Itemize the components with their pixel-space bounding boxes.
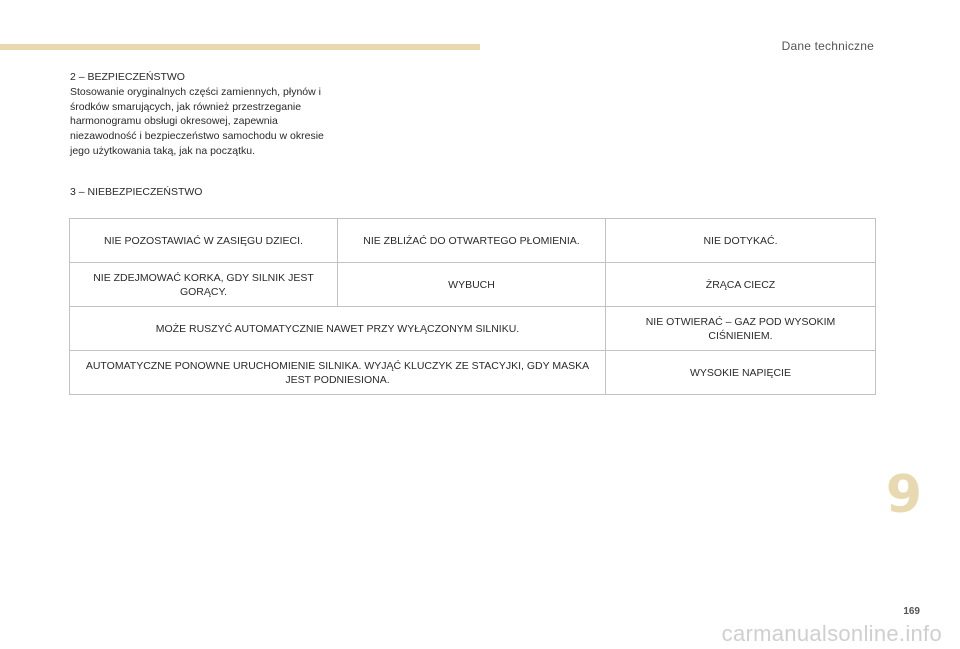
safety-section bbox=[70, 70, 330, 159]
table-cell: ŻRĄCA CIECZ bbox=[606, 263, 876, 307]
table-cell: MOŻE RUSZYĆ AUTOMATYCZNIE NAWET PRZY WYŁĄCZONYM SILNIKU. bbox=[70, 307, 606, 351]
safety-paragraph: Stosowanie oryginalnych części zamiennych, płynów i środków smarujących, jak również przestrzeganie harmonogramu obsługi okresowej, zapewnia niezawodność i bezpieczeństwo samochodu w okresie jego użytkowania taką, jak na początku. bbox=[70, 85, 324, 157]
table-cell: NIE DOTYKAĆ. bbox=[606, 219, 876, 263]
table-cell: NIE POZOSTAWIAĆ W ZASIĘGU DZIECI. bbox=[70, 219, 338, 263]
table-cell: NIE ZDEJMOWAĆ KORKA, GDY SILNIK JEST GORĄCY. bbox=[70, 263, 338, 307]
table-cell: NIE OTWIERAĆ – GAZ POD WYSOKIM CIŚNIENIEM. bbox=[606, 307, 876, 351]
watermark: carmanualsonline.info bbox=[721, 621, 942, 646]
danger-heading: 3 – NIEBEZPIECZEŃSTWO bbox=[70, 186, 203, 198]
safety-heading: 2 – BEZPIECZEŃSTWO bbox=[70, 71, 185, 83]
table-cell: NIE ZBLIŻAĆ DO OTWARTEGO PŁOMIENIA. bbox=[338, 219, 606, 263]
page-number: 169 bbox=[903, 606, 920, 617]
chapter-number: 9 bbox=[885, 465, 922, 525]
warnings-table bbox=[69, 218, 876, 395]
table-cell: WYSOKIE NAPIĘCIE bbox=[606, 351, 876, 395]
section-title: Dane techniczne bbox=[781, 39, 874, 53]
table-row bbox=[70, 307, 876, 351]
table-row bbox=[70, 219, 876, 263]
table-row bbox=[70, 351, 876, 395]
table-cell: AUTOMATYCZNE PONOWNE URUCHOMIENIE SILNIKA. WYJĄĆ KLUCZYK ZE STACYJKI, GDY MASKA JEST PODNIESIONA. bbox=[70, 351, 606, 395]
table-cell: WYBUCH bbox=[338, 263, 606, 307]
table-row bbox=[70, 263, 876, 307]
header-accent-bar bbox=[0, 44, 480, 50]
